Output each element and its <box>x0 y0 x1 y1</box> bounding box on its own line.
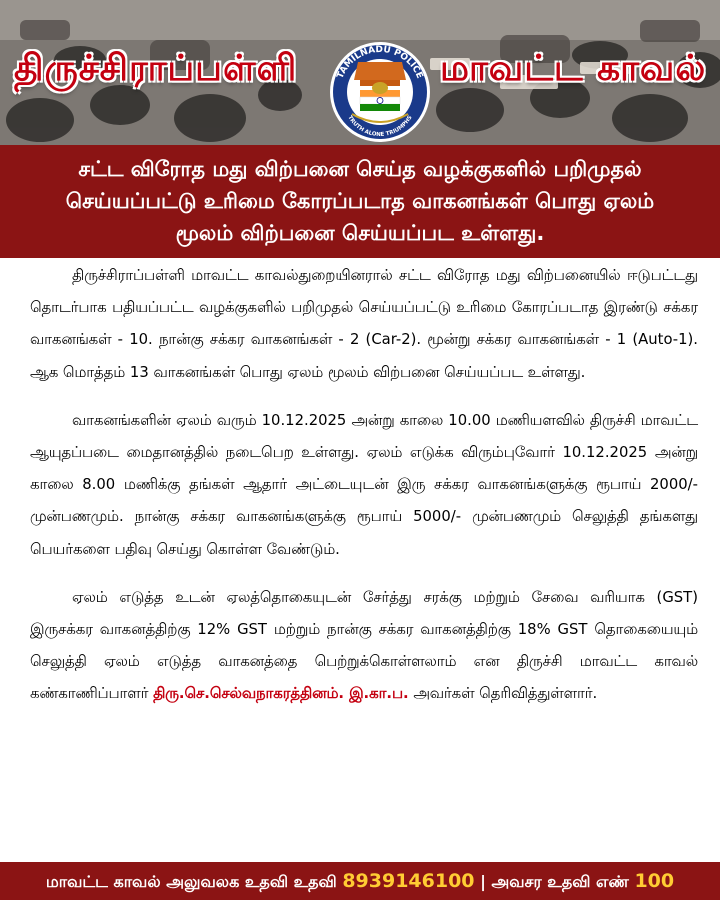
office-helpline-label: மாவட்ட காவல் அலுவலக உதவி உதவி <box>45 872 337 891</box>
emblem-text-ring <box>328 40 432 144</box>
svg-text:TRUTH ALONE TRIUMPHS <box>346 115 413 138</box>
headline-text <box>20 153 700 249</box>
emergency-helpline-number: 100 <box>634 870 675 892</box>
gst-text: ஏலம் எடுத்த உடன் ஏலத்தொகையுடன் சேர்த்து சரக்கு மற்றும் சேவை வரியாக (GST) இருசக்கர வாகனத்திற்கு 12% GST மற்றும் நான்கு சக்கர வாகனத்திற்கு 18% GST தொகையையும் செலுத்தி ஏலம் எடுத்த வாகனத்தை பெற்றுக்கொள்ளலாம் என திருச்சி மாவட்ட காவல் கண்காணிப்பாளர் <box>30 588 698 703</box>
paragraph-vehicles: திருச்சிராப்பள்ளி மாவட்ட காவல்துறையினரால் சட்ட விரோத மது விற்பனையில் ஈடுபட்டது தொடர்பாக பதியப்பட்ட வழக்குகளில் பறிமுதல் செய்யப்பட்டு உரிமை கோரப்படாத இரண்டு சக்கர வாகனங்கள் - 10. நான்கு சக்கர வாகனங்கள் - 2 (Car-2). மூன்று சக்கர வாகனங்கள் - 1 (Auto-1). ஆக மொத்தம் 13 வாகனங்கள் பொது ஏலம் மூலம் விற்பனை செய்யப்பட உள்ளது. <box>30 267 698 381</box>
helpline-footer <box>0 862 720 900</box>
announcement-body <box>30 260 698 711</box>
emblem-top-text: TAMILNADU POLICE <box>335 44 425 81</box>
svg-text:TAMILNADU POLICE <box>336 45 425 80</box>
gst-text-end: அவர்கள் தெரிவித்துள்ளார். <box>413 685 598 703</box>
officer-name: திரு.செ.செல்வநாகரத்தினம். இ.கா.ப. <box>153 685 409 703</box>
paragraph-gst <box>30 582 698 711</box>
office-helpline-number: 8939146100 <box>342 870 475 892</box>
header-photo-area <box>0 0 720 145</box>
headline-line: சட்ட விரோத மது விற்பனை செய்த வழக்குகளில் பறிமுதல் <box>78 157 642 181</box>
header-title-left: திருச்சிராப்பள்ளி <box>14 48 298 89</box>
header-title-right: மாவட்ட காவல் <box>440 48 707 89</box>
emblem-bottom-text: TRUTH ALONE TRIUMPHS <box>346 114 414 139</box>
headline-line: மூலம் விற்பனை செய்யப்பட உள்ளது. <box>175 221 545 245</box>
emergency-helpline-label: அவசர உதவி எண் <box>491 872 629 891</box>
headline-line: செய்யப்பட்டு உரிமை கோரப்படாத வாகனங்கள் பொது ஏலம் <box>65 189 655 213</box>
headline-banner <box>0 145 720 258</box>
paragraph-auction-details: வாகனங்களின் ஏலம் வரும் 10.12.2025 அன்று காலை 10.00 மணியளவில் திருச்சி மாவட்ட ஆயுதப்படை மைதானத்தில் நடைபெற உள்ளது. ஏலம் எடுக்க விரும்புவோர் 10.12.2025 அன்று காலை 8.00 மணிக்கு தங்கள் ஆதார் அட்டையுடன் இரு சக்கர வாகனங்களுக்கு ரூபாய் 2000/- முன்பணமும். நான்கு சக்கர வாகனங்களுக்கு ரூபாய் 5000/- முன்பணமும் செலுத்தி தங்களது பெயர்களை பதிவு செய்து கொள்ள வேண்டும். <box>30 411 698 558</box>
footer-separator: | <box>480 872 486 891</box>
